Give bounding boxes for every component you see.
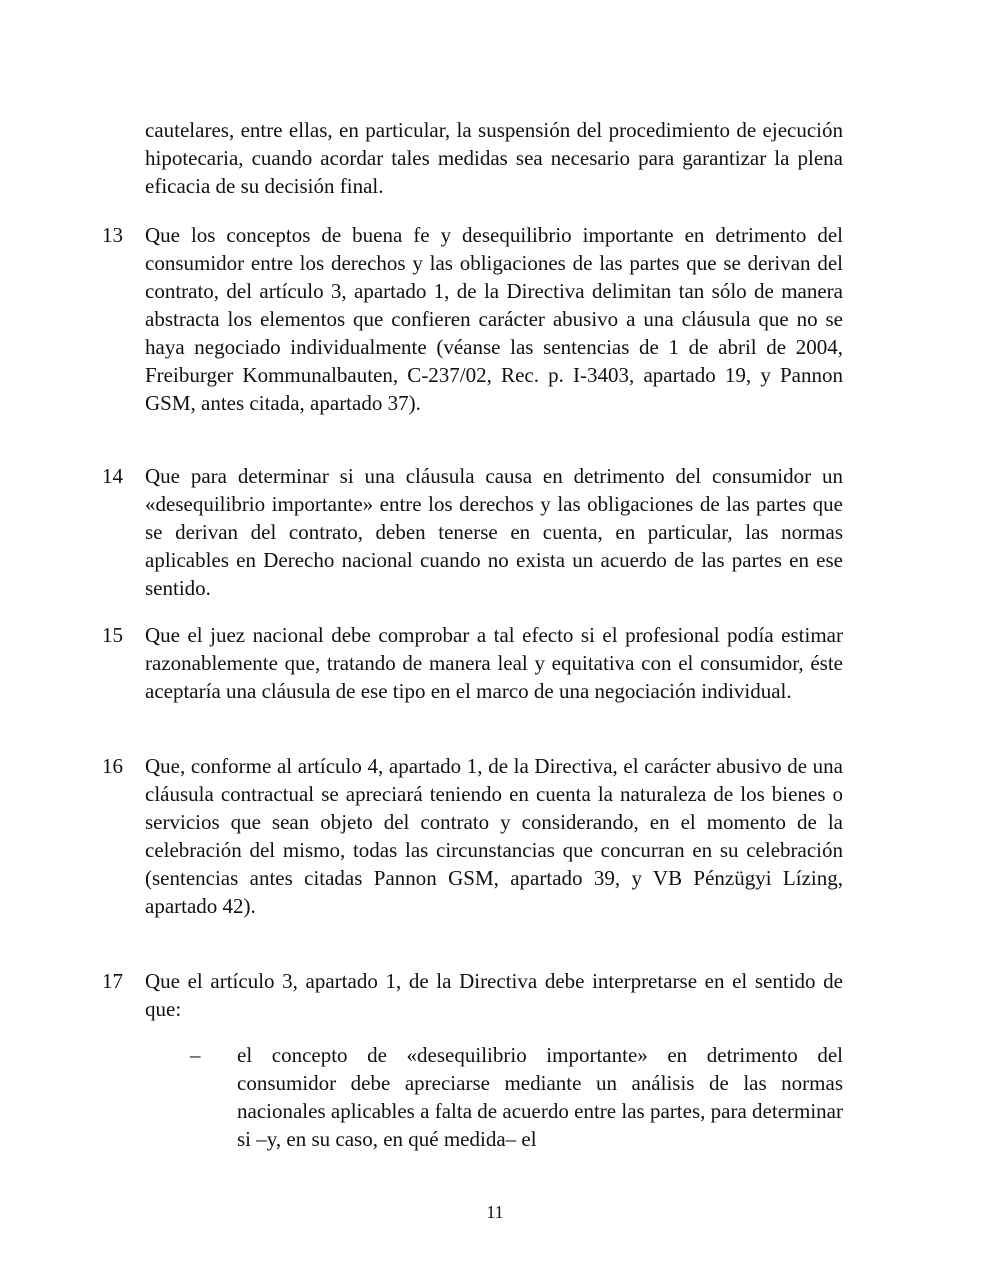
paragraph-number-14: 14 [102, 464, 123, 488]
paragraph-17-text: Que el artículo 3, apartado 1, de la Directiva debe interpretarse en el sentido de que: [145, 969, 843, 1021]
paragraph-16-text: Que, conforme al artículo 4, apartado 1, de la Directiva, el carácter abusivo de una cláusula contractual se apreciará teniendo en cuenta la naturaleza de los bienes o servicios que sean objeto del contrato y considerando, en el momento de la celebración del mismo, todas las circunstancias que concurran en su celebración (sentencias antes citadas Pannon GSM, apartado 39, y VB Pénzügyi Lízing, apartado 42). [145, 754, 843, 918]
paragraph-14-text: Que para determinar si una cláusula causa en detrimento del consumidor un «desequilibrio importante» entre los derechos y las obligaciones de las partes que se derivan del contrato, deben tenerse en cuenta, en particular, las normas aplicables en Derecho nacional cuando no exista un acuerdo de las partes en ese sentido. [145, 464, 843, 600]
paragraph-13-text: Que los conceptos de buena fe y desequilibrio importante en detrimento del consumidor entre los derechos y las obligaciones de las partes que se derivan del contrato, del artículo 3, apartado 1, de la Directiva delimitan tan sólo de manera abstracta los elementos que confieren carácter abusivo a una cláusula que no se haya negociado individualmente (véanse las sentencias de 1 de abril de 2004, Freiburger Kommunalbauten, C-237/02, Rec. p. I-3403, apartado 19, y Pannon GSM, antes citada, apartado 37). [145, 223, 843, 415]
paragraph-number-15: 15 [102, 623, 123, 647]
bullet-text: el concepto de «desequilibrio importante» en detrimento del consumidor debe apreciarse mediante un análisis de las normas nacionales aplicables a falta de acuerdo entre las partes, para determinar si –y, en su caso, en qué medida– el [237, 1043, 843, 1151]
paragraph-number-17: 17 [102, 969, 123, 993]
continuation-text: cautelares, entre ellas, en particular, la suspensión del procedimiento de ejecución hipotecaria, cuando acordar tales medidas sea necesario para garantizar la plena eficacia de su decisión final. [145, 118, 843, 198]
page-number: 11 [486, 1202, 504, 1222]
bullet-dash: – [190, 1043, 201, 1067]
paragraph-15-text: Que el juez nacional debe comprobar a tal efecto si el profesional podía estimar razonablemente que, tratando de manera leal y equitativa con el consumidor, éste aceptaría una cláusula de ese tipo en el marco de una negociación individual. [145, 623, 843, 703]
paragraph-number-16: 16 [102, 754, 123, 778]
paragraph-number-13: 13 [102, 223, 123, 247]
